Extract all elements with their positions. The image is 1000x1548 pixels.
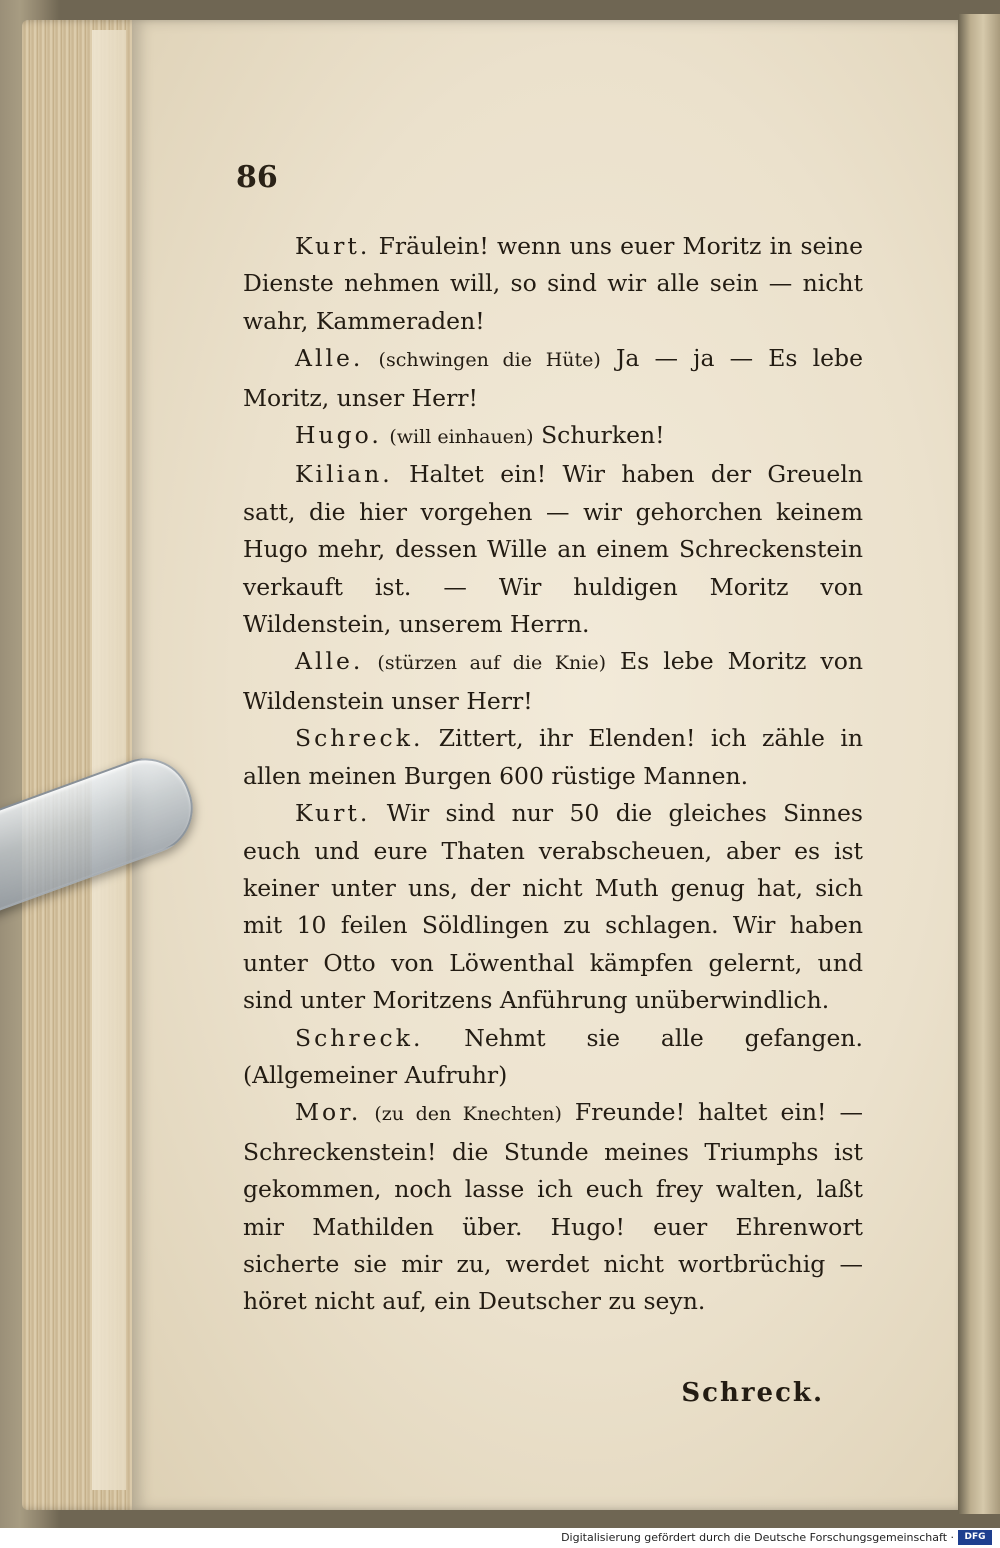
page-number: 86 xyxy=(236,160,278,195)
paragraph xyxy=(243,340,863,417)
speaker-name: Schreck. xyxy=(295,1023,424,1052)
page-edges-highlight xyxy=(92,30,126,1490)
speaker-name: Kilian. xyxy=(295,460,393,489)
paragraph-text: Freunde! haltet ein! — Schreckenstein! die Stunde meines Triumphs ist gekommen, noch lasse ich euch frey walten, laßt mir Mathilden über. Hugo! euer Ehrenwort sicherte sie mir zu, werdet nicht wortbrüchig — höret nicht auf, ein Deutscher zu seyn. xyxy=(243,1098,864,1316)
paragraph xyxy=(243,228,863,340)
paragraph-text: Es lebe Moritz von Wildenstein unser Herr! xyxy=(243,647,863,715)
paragraph xyxy=(243,1020,863,1095)
paragraph xyxy=(243,456,863,643)
speaker-name: Schreck. xyxy=(295,724,424,753)
binding-gutter xyxy=(958,14,1000,1514)
speaker-name: Kurt. xyxy=(295,799,371,828)
paragraph xyxy=(243,643,863,720)
speaker-name: Kurt. xyxy=(295,232,371,260)
paragraph xyxy=(243,720,863,795)
paragraph-text: Schurken! xyxy=(541,421,665,450)
stage-direction: (will einhauen) xyxy=(389,426,534,449)
paragraph xyxy=(243,417,863,456)
paragraph-text: Fräulein! wenn uns euer Moritz in seine Dienste nehmen will, so sind wir alle sein — nicht wahr, Kammeraden! xyxy=(243,232,863,335)
stage-direction: (zu den Knechten) xyxy=(374,1103,562,1126)
speaker-name: Alle. xyxy=(295,647,364,676)
paragraph xyxy=(243,1094,863,1320)
paragraph-text: Zittert, ihr Elenden! ich zähle in allen meinen Burgen 600 rüstige Mannen. xyxy=(243,724,863,790)
catchword: Schreck. xyxy=(681,1378,824,1408)
paragraph xyxy=(243,795,863,1019)
page-text xyxy=(243,228,863,1321)
speaker-name: Alle. xyxy=(295,344,364,373)
paragraph-text: Haltet ein! Wir haben der Greueln satt, die hier vorgehen — wir gehorchen keinem Hugo mehr, dessen Wille an einem Schreckenstein verkauft ist. — Wir huldigen Moritz von Wildenstein, unserem Herrn. xyxy=(243,460,863,639)
footer-bar xyxy=(0,1528,1000,1548)
paragraph-text: Nehmt sie alle gefangen. (Allgemeiner Aufruhr) xyxy=(243,1023,863,1089)
funding-credit: Digitalisierung gefördert durch die Deutsche Forschungsgemeinschaft · xyxy=(561,1531,954,1544)
stage-direction: (stürzen auf die Knie) xyxy=(377,652,606,675)
stage-direction: (schwingen die Hüte) xyxy=(378,349,601,372)
paragraph-text: Ja — ja — Es lebe Moritz, unser Herr! xyxy=(243,344,863,412)
paragraph-text: Wir sind nur 50 die gleiches Sinnes euch und eure Thaten verabscheuen, aber es ist keiner unter uns, der nicht Muth genug hat, sich mit 10 feilen Söldlingen zu schlagen. Wir haben unter Otto von Löwenthal kämpfen gelernt, und sind unter Moritzens Anführung unüberwindlich. xyxy=(243,799,863,1015)
speaker-name: Mor. xyxy=(295,1098,362,1127)
dfg-logo-icon: DFG xyxy=(958,1530,992,1545)
speaker-name: Hugo. xyxy=(295,421,382,450)
